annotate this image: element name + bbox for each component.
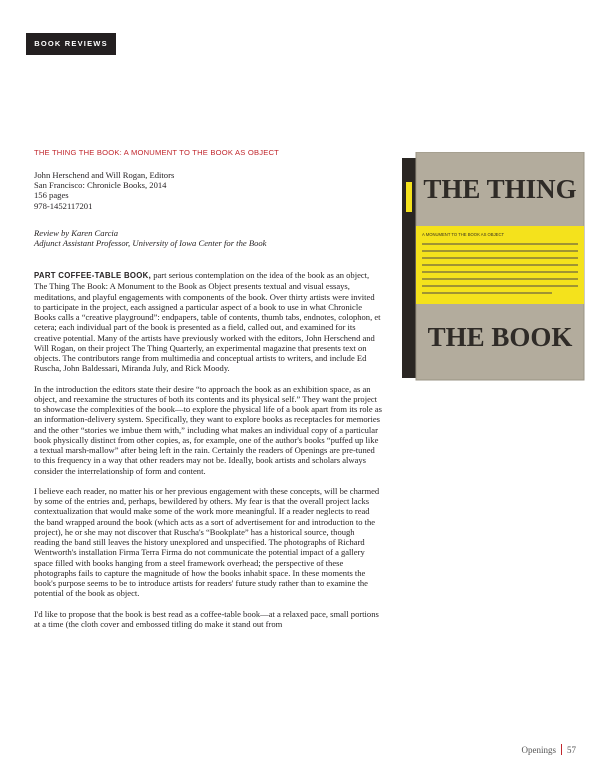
paragraph-lead: PART COFFEE-TABLE BOOK, [34, 271, 152, 280]
meta-publisher: San Francisco: Chronicle Books, 2014 [34, 180, 167, 191]
meta-pages: 156 pages [34, 190, 69, 201]
reviewer-affiliation: Adjunct Assistant Professor, University of Iowa Center for the Book [34, 238, 267, 249]
meta-isbn: 978-1452117201 [34, 200, 93, 211]
article-body [34, 270, 382, 639]
paragraph-1 [34, 270, 382, 374]
cover-title-top: THE THING [423, 174, 577, 204]
page-number: 57 [567, 745, 576, 755]
paragraph-3: I believe each reader, no matter his or her previous engagement with these concepts, will be charmed by some of the entries and, perhaps, bewildered by others. My fear is that the overall project lacks contextualization that would make some of the work more meaningful. If a reader neglects to read the band wrapped around the book (which acts as a sort of advertisement for and introduction to the project), he or she may not discover that Ruscha's “Bookplate” has a historical source, though reading the band still leaves the history unexplored and unspecified. The photographs of Richard Wentworth's installation Firma Terra Firma do not communicate the potential impact of a gallery space filled with books hanging from a steel framework overhead; the perspective of these photographs fails to capture the magnitude of how the books inhabit space. In these moments the book's purpose seems to be to introduce artists for readers' future study rather than to examine the potential of the book as object. [34, 485, 380, 599]
paragraph-2: In the introduction the editors state their desire “to approach the book as an exhibition space, as an object, and reexamine the structures of both its contents and its physical self.” They want the project to showcase the complexities of the book—to explore the physical life of a book apart from its role as an information-delivery system. Specifically, they want to explore books as receptacles for memories and the other “stories we imbue them with,” including what makes an individual copy of a particular book physically distinct from other copies, as, for example, one of the author's books “puffed up like a textual marsh-mallow” after being left in the rain. Certainly the readers of Openings are pre-tuned to this frequency in a way that other readers may not be. Ideally, book artists and scholars always consider the interrelationship of form and content. [34, 383, 382, 476]
paragraph-text: part serious contemplation on the idea of the book as an object, The Thing The Book: A Monument to the Book as Object presents textual and visual essays, meditations, and playful engagements with components of the book. Over thirty artists were invited to participate in the project, each assigned a particular aspect of a book to use in what Chronicle Books calls a “creative playground”: endpapers, table of contents, thumb tabs, endnotes, colophon, et cetera; each individual part of the book is presented as a field, called out, and examined for its creative potential. Many of the artists have previously worked with the editors, John Herschend and Will Rogan, on their project The Thing Quarterly, an experimental magazine that presents text on objects. The contributors range from multimedia and conceptual artists to writers, and include Ed Ruscha, John Baldessari, Miranda July, and Rick Moody. [34, 270, 381, 374]
bibliographic-info [34, 170, 364, 211]
spine-label [406, 182, 412, 212]
page-footer [522, 744, 577, 755]
cover-title-bottom: THE BOOK [427, 322, 573, 352]
book-cover-image [402, 152, 588, 382]
journal-name: Openings [521, 745, 556, 755]
meta-editors: John Herschend and Will Rogan, Editors [34, 170, 175, 180]
review-byline: Review by Karen Carcia [34, 228, 119, 238]
band-heading: A MONUMENT TO THE BOOK AS OBJECT [422, 232, 505, 237]
section-tab: BOOK REVIEWS [26, 33, 116, 55]
reviewer-block [34, 228, 364, 248]
article-title: THE THING THE BOOK: A MONUMENT TO THE BOOK AS OBJECT [34, 148, 280, 157]
paragraph-4: I'd like to propose that the book is best read as a coffee-table book—at a relaxed pace, small portions at a time (the cloth cover and embossed titling do make it stand out from [34, 608, 379, 629]
footer-separator [561, 744, 562, 755]
